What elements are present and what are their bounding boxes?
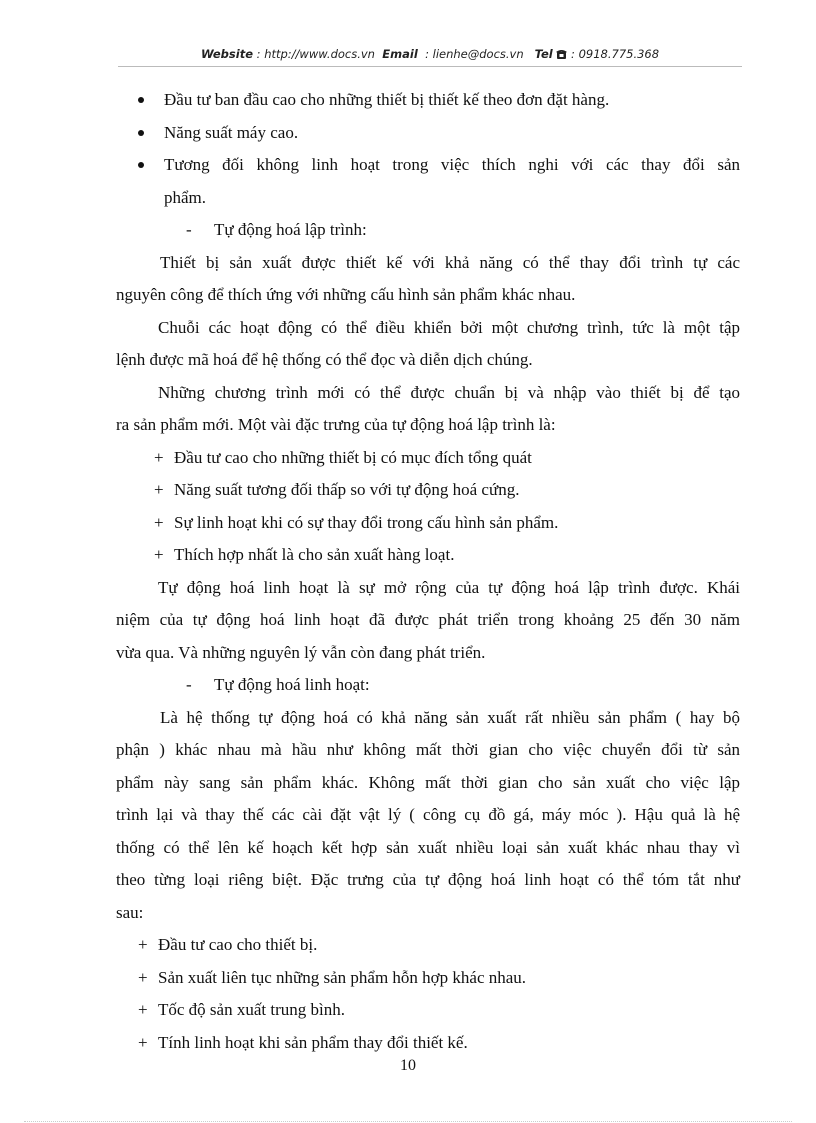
paragraph-line: Chuỗi các hoạt động có thể điều khiển bởi một chương trình, tức là một tập: [158, 317, 740, 337]
page-header: Website : http://www.docs.vn Email : lienhe@docs.vn Tel : 0918.775.368: [200, 47, 660, 61]
paragraph-line: Những chương trình mới có thể được chuẩn bị và nhập vào thiết bị để tạo: [158, 382, 740, 402]
bullet-item: Tương đối không linh hoạt trong việc thích nghi với các thay đổi sản: [116, 149, 740, 182]
plus-item: + Năng suất tương đối thấp so với tự động hoá cứng.: [154, 480, 520, 499]
page-number: 10: [400, 1057, 416, 1074]
section-heading: - Tự động hoá lập trình:: [186, 220, 367, 239]
bullet-dot-icon: [138, 130, 144, 136]
paragraph-line: phẩm này sang sản phẩm khác. Không mất thời gian cho sản xuất cho việc lập: [116, 772, 740, 792]
paragraph-line: Thiết bị sản xuất được thiết kế với khả năng có thể thay đổi trình tự các: [160, 252, 740, 272]
paragraph-line: sau:: [116, 902, 144, 922]
paragraph-line: thống có thể lên kế hoạch kết hợp sản xuất nhiều loại sản xuất khác nhau thay vì: [116, 837, 740, 857]
paragraph-line: phận ) khác nhau mà hầu như không mất thời gian cho việc chuyển đổi từ sản: [116, 740, 740, 759]
plus-item: + Thích hợp nhất là cho sản xuất hàng loạt.: [154, 545, 455, 564]
section-heading: - Tự động hoá linh hoạt:: [186, 675, 370, 694]
website-label: Website: [200, 47, 254, 61]
email-label: Email: [382, 47, 418, 61]
document-body: [116, 84, 740, 1059]
plus-item: + Tính linh hoạt khi sản phẩm thay đổi thiết kế.: [138, 1032, 468, 1052]
paragraph-line: vừa qua. Và những nguyên lý vẫn còn đang phát triển.: [116, 642, 486, 662]
paragraph-line: nguyên công để thích ứng với những cấu hình sản phẩm khác nhau.: [116, 285, 576, 304]
plus-item: + Tốc độ sản xuất trung bình.: [138, 1000, 345, 1019]
bullet-dot-icon: [138, 97, 144, 103]
phone-icon: [556, 47, 567, 61]
tel-label: Tel: [534, 47, 553, 61]
paragraph-line: niệm của tự động hoá linh hoạt đã được phát triển trong khoảng 25 đến 30 năm: [116, 610, 740, 629]
footer-divider: [24, 1121, 792, 1122]
paragraph-line: Là hệ thống tự động hoá có khả năng sản xuất rất nhiều sản phẩm ( hay bộ: [160, 707, 740, 727]
paragraph-line: trình lại và thay thế các cài đặt vật lý ( công cụ đồ gá, máy móc ). Hậu quả là hệ: [116, 805, 740, 824]
paragraph-line: ra sản phẩm mới. Một vài đặc trưng của tự động hoá lập trình là:: [116, 415, 556, 434]
plus-item: + Sản xuất liên tục những sản phẩm hỗn hợp khác nhau.: [138, 967, 527, 987]
email-link[interactable]: lienhe@docs.vn: [432, 47, 524, 61]
bullet-item: Năng suất máy cao.: [116, 117, 740, 150]
bullet-item: Đầu tư ban đầu cao cho những thiết bị thiết kế theo đơn đặt hàng.: [116, 84, 740, 117]
paragraph-line: Tự động hoá linh hoạt là sự mở rộng của tự động hoá lập trình được. Khái: [158, 577, 740, 597]
paragraph-line: lệnh được mã hoá để hệ thống có thể đọc và diễn dịch chúng.: [116, 350, 533, 369]
bullet-item-continuation: phẩm.: [164, 187, 207, 207]
plus-item: + Đầu tư cao cho thiết bị.: [138, 935, 318, 954]
plus-item: + Đầu tư cao cho những thiết bị có mục đích tổng quát: [154, 447, 532, 467]
tel-value: 0918.775.368: [578, 47, 660, 61]
plus-item: + Sự linh hoạt khi có sự thay đổi trong cấu hình sản phẩm.: [154, 512, 559, 532]
paragraph-line: theo từng loại riêng biệt. Đặc trưng của tự động hoá linh hoạt có thể tóm tắt như: [116, 870, 740, 889]
website-link[interactable]: http://www.docs.vn: [264, 47, 375, 61]
bullet-dot-icon: [138, 162, 144, 168]
header-divider: [118, 66, 742, 67]
